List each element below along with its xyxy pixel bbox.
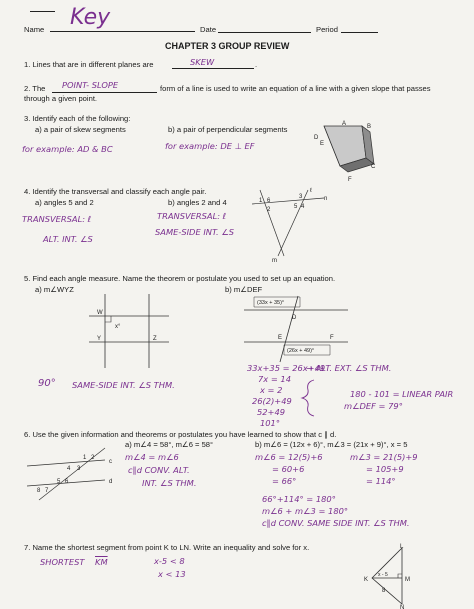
q7-fig-label-k: K [364,577,369,583]
q4-fig-line-n: n [324,196,328,202]
q2-prompt-start: 2. The [24,84,46,93]
q1-prompt: 1. Lines that are in different planes are [24,60,154,69]
q3-fig-label-d: D [314,135,319,141]
q7-fig-label-m: M [405,577,410,583]
q6-fig-angle-7: 7 [45,488,49,494]
q6-fig-angle-1: 1 [83,455,87,461]
q5a-label: a) m∠WYZ [35,285,74,294]
q4-fig-angle-6: 6 [267,198,271,204]
q7-fig-label-l: L [400,544,404,550]
q5b-work-2: 7x = 14 [258,374,291,384]
q7-fig-label-x-5: x - 5 [378,572,388,578]
q4-fig-line-l: ℓ [310,188,312,194]
q3b-answer: for example: DE ⊥ EF [165,141,255,151]
q6b-work-sum-2: m∠6 + m∠3 = 180° [262,506,349,516]
q5b-fig-expr-top: (33x + 35)° [257,300,285,306]
q7-answer-segment: $\overline{KM}$ [95,557,108,567]
q4-fig-angle-2: 2 [267,207,271,213]
q5b-label: b) m∠DEF [225,285,263,294]
q6b-work-left-3: = 66° [272,476,297,486]
q2-prompt-end: form of a line is used to write an equation of a line with a given slope that passes [160,84,431,93]
q5b-fig-label-e: E [278,335,283,341]
q6b-work-left-2: = 60+6 [272,464,305,474]
q4-transversal-figure [250,188,330,268]
q5a-fig-label-w: W [97,310,103,316]
q3b-label: b) a pair of perpendicular segments [168,125,288,134]
q6-fig-line-d: d [109,479,113,485]
q5a-answer-reason: SAME-SIDE INT. ∠S THM. [72,380,175,390]
q6b-conclusion: c∥d CONV. SAME SIDE INT. ∠S THM. [262,518,410,528]
period-label: Period [316,25,338,34]
q3-fig-label-a: A [342,121,347,127]
period-blank [341,22,378,33]
q4-fig-angle-4: 4 [301,204,305,210]
q6-fig-angle-6: 6 [65,479,69,485]
q4b-answer-classification: SAME-SIDE INT. ∠S [155,227,235,237]
q5b-work-3: x = 2 [260,385,283,395]
q6a-work-3: INT. ∠S THM. [142,478,197,488]
q4a-answer-classification: ALT. INT. ∠S [43,234,93,244]
q5b-brace [300,378,350,418]
q6-fig-angle-2: 2 [91,455,95,461]
q7-work-1: x-5 < 8 [154,556,185,566]
q5a-fig-label-x: x° [115,324,121,330]
q4-fig-line-m: m [272,258,277,264]
q3-prompt: 3. Identify each of the following: [24,114,131,123]
q5a-answer-value: 90° [38,378,56,389]
q7-fig-label-n: N [400,605,405,609]
q6-parallel-figure [25,446,120,506]
q6a-label: a) m∠4 = 58°, m∠6 = 58° [125,440,214,449]
q6b-work-sum-1: 66°+114° = 180° [262,494,336,504]
q5b-reason-2a: 180 - 101 = LINEAR PAIR [350,389,454,399]
q6-fig-angle-5: 5 [57,479,61,485]
q6a-work-2: c∥d CONV. ALT. [128,465,190,475]
q4b-label: b) angles 2 and 4 [168,198,227,207]
q3-prism-figure [310,118,385,183]
q6a-work-1: m∠4 = m∠6 [125,452,179,462]
q5b-work-5: 52+49 [257,407,286,417]
q3a-label: a) a pair of skew segments [35,125,126,134]
q5b-fig-label-d: D [292,315,297,321]
q3-fig-label-f: F [348,177,352,183]
q5b-work-1: 33x+35 = 26x+49 [247,363,326,373]
q6-prompt: 6. Use the given information and theorems or postulates you have learned to show that c ∥ d. [24,430,337,439]
q5b-reason-1: → ALT. EXT. ∠S THM. [306,363,392,373]
q4a-label: a) angles 5 and 2 [35,198,94,207]
q6b-label: b) m∠6 = (12x + 6)°, m∠3 = (21x + 9)°, x = 5 [255,440,408,449]
q5b-work-4: 26(2)+49 [252,396,292,406]
name-label: Name [24,25,45,34]
q6-fig-angle-3: 3 [77,466,81,472]
q3-fig-label-c: C [371,164,376,170]
q4-fig-angle-5: 5 [294,204,298,210]
q7-prompt: 7. Name the shortest segment from point K to LN. Write an inequality and solve for x. [24,543,310,552]
q6b-work-right-1: m∠3 = 21(5)+9 [350,452,418,462]
q5b-figure [240,294,350,364]
date-label: Date [200,25,217,34]
q5b-fig-label-f: F [330,335,334,341]
name-top-dash [30,11,55,12]
q5a-figure [85,292,185,372]
date-blank [218,22,311,33]
q3-fig-label-e: E [320,141,325,147]
q4-fig-angle-3: 3 [299,194,303,200]
q1-answer: SKEW [190,57,215,67]
q6-fig-angle-8: 8 [37,488,41,494]
q4b-answer-transversal: TRANSVERSAL: ℓ [157,211,227,221]
q5b-reason-2b: m∠DEF = 79° [344,401,403,411]
q5-prompt: 5. Find each angle measure. Name the theorem or postulate you used to set up an equation. [24,274,336,283]
q3-fig-label-b: B [367,124,372,130]
q5b-fig-expr-bottom: (26x + 49)° [287,348,315,354]
q7-answer-label: SHORTEST [40,557,85,567]
q6-fig-line-c: c [109,459,112,465]
q7-fig-label-8: 8 [382,588,386,594]
q6b-work-left-1: m∠6 = 12(5)+6 [255,452,323,462]
q6b-work-right-3: = 114° [366,476,396,486]
page-title: CHAPTER 3 GROUP REVIEW [165,41,290,51]
q2-prompt-line2: through a given point. [24,94,98,103]
name-value: Key [70,5,111,30]
q7-work-2: x < 13 [158,569,186,579]
q7-triangle-figure [360,544,420,609]
q1-period: . [255,60,258,69]
q3a-answer: for example: AD & BC [22,144,113,154]
q2-answer: POINT- SLOPE [62,80,119,90]
q4-prompt: 4. Identify the transversal and classify each angle pair. [24,187,207,196]
q6-fig-angle-4: 4 [67,466,71,472]
q5a-fig-label-z: Z [153,336,157,342]
q6b-work-right-2: = 105+9 [366,464,404,474]
q4-fig-angle-1: 1 [259,198,263,204]
q5b-work-6: 101° [260,418,280,428]
q5a-fig-label-y: Y [97,336,102,342]
q4a-answer-transversal: TRANSVERSAL: ℓ [22,214,92,224]
